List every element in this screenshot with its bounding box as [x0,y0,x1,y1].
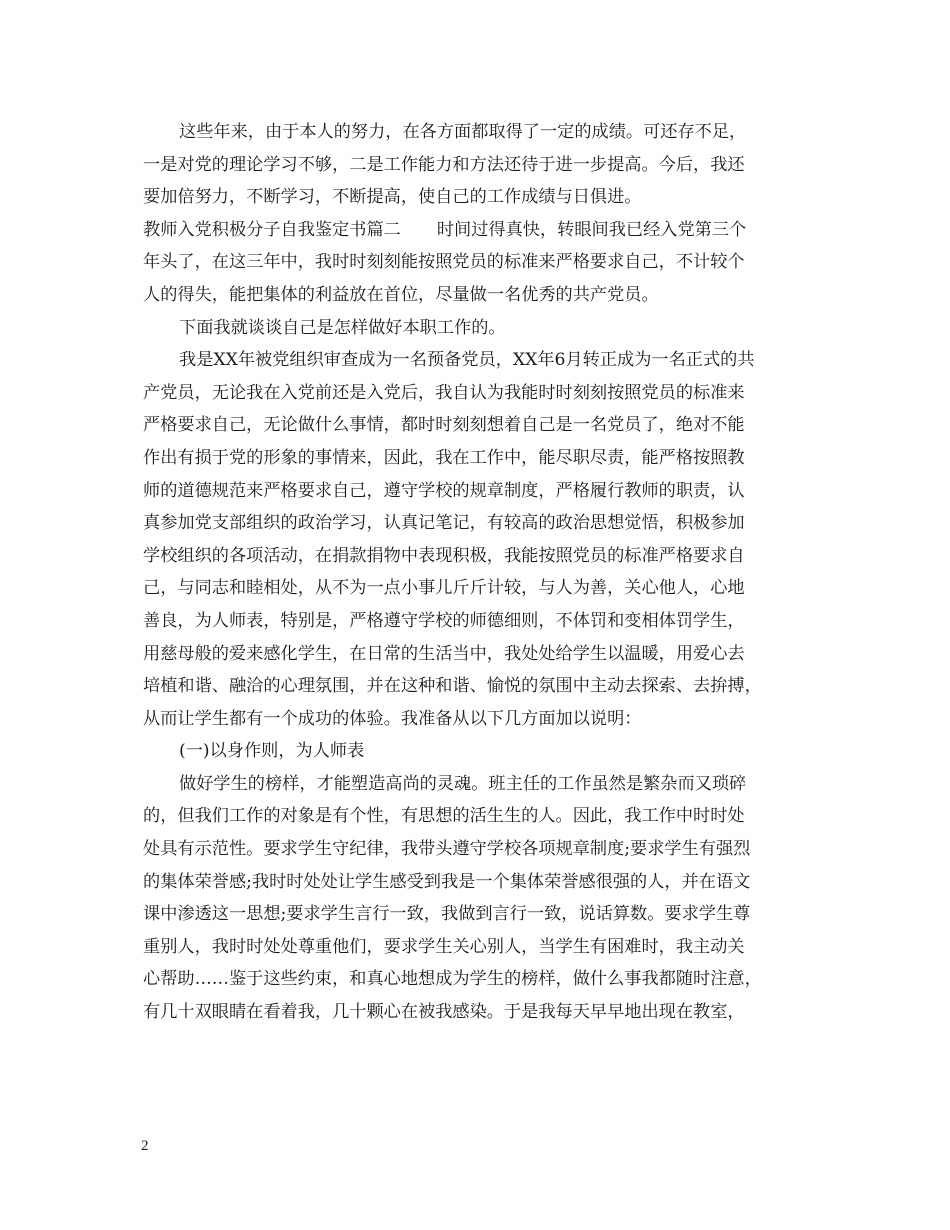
text-line: 要加倍努力，不断学习，不断提高，使自己的工作成绩与日俱进。 [143,187,642,208]
text-line: 这些年来，由于本人的努力，在各方面都取得了一定的成绩。可还存不足， [179,122,747,142]
text-line: 善良，为人师表，特别是，严格遵守学校的师德细则，不体罚和变相体罚学生， [143,610,745,631]
section-heading-line [143,214,815,247]
text-line: 重别人，我时时处处尊重他们，要求学生关心别人，当学生有困难时，我主动关 [143,936,745,957]
text-line: 做好学生的榜样，才能塑造高尚的灵魂。班主任的工作虽然是繁杂而又琐碎 [179,773,747,794]
text-line: 用慈母般的爱来感化学生，在日常的生活当中，我处处给学生以温暖，用爱心去 [143,643,745,664]
text-line: 作出有损于党的形象的事情来，因此，我在工作中，能尽职尽责，能严格按照教 [143,447,745,468]
text-line: 产党员，无论我在入党前还是入党后，我自认为我能时时刻刻按照党员的标准来 [143,382,745,403]
text-line: 心帮助……鉴于这些约束，和真心地想成为学生的榜样，做什么事我都随时注意， [143,969,762,990]
text-line: 处具有示范性。要求学生守纪律，我带头遵守学校各项规章制度;要求学生有强烈 [143,839,751,860]
text-line: 师的道德规范来严格要求自己，遵守学校的规章制度，严格履行教师的职责，认 [143,480,745,501]
text-line: 课中渗透这一思想;要求学生言行一致，我做到言行一致，说话算数。要求学生尊 [143,904,751,925]
text-line: 下面我就谈谈自己是怎样做好本职工作的。 [179,317,506,338]
text-line: 的，但我们工作的对象是有个性，有思想的活生生的人。因此，我工作中时时处 [143,806,745,827]
page-number: 2 [141,1138,149,1154]
text-line: 的集体荣誉感;我时时处处让学生感受到我是一个集体荣誉感很强的人，并在语文 [143,871,751,892]
text-line: 从而让学生都有一个成功的体验。我准备从以下几方面加以说明： [143,708,642,729]
text-line: 有几十双眼睛在看着我，几十颗心在被我感染。于是我每天早早地出现在教室， [143,1002,745,1023]
subsection-heading: (一)以身作则，为人师表 [179,741,365,762]
text-line: 我是XX年被党组织审查成为一名预备党员，XX年6月转正成为一名正式的共 [179,350,755,371]
section-heading: 教师入党积极分子自我鉴定书篇二 [143,219,401,240]
text-line: 严格要求自己，无论做什么事情，都时时刻刻想着自己是一名党员了，绝对不能 [143,415,745,436]
text-line: 真参加党支部组织的政治学习，认真记笔记，有较高的政治思想觉悟，积极参加 [143,513,745,534]
text-line: 人的得失，能把集体的利益放在首位，尽量做一名优秀的共产党员。 [143,284,659,305]
text-line: 时间过得真快，转眼间我已经入党第三个 [436,219,747,240]
text-line: 年头了，在这三年中，我时时刻刻能按照党员的标准来严格要求自己，不计较个 [143,252,745,273]
text-line: 培植和谐、融洽的心理氛围，并在这种和谐、愉悦的氛围中主动去探索、去拚搏， [143,676,762,697]
text-line: 己，与同志和睦相处，从不为一点小事儿斤斤计较，与人为善，关心他人，心地 [143,578,745,599]
text-line: 学校组织的各项活动，在捐款捐物中表现积极，我能按照党员的标准严格要求自 [143,545,745,566]
document-body [143,116,815,1029]
text-line: 一是对党的理论学习不够，二是工作能力和方法还待于进一步提高。今后，我还 [143,154,745,175]
